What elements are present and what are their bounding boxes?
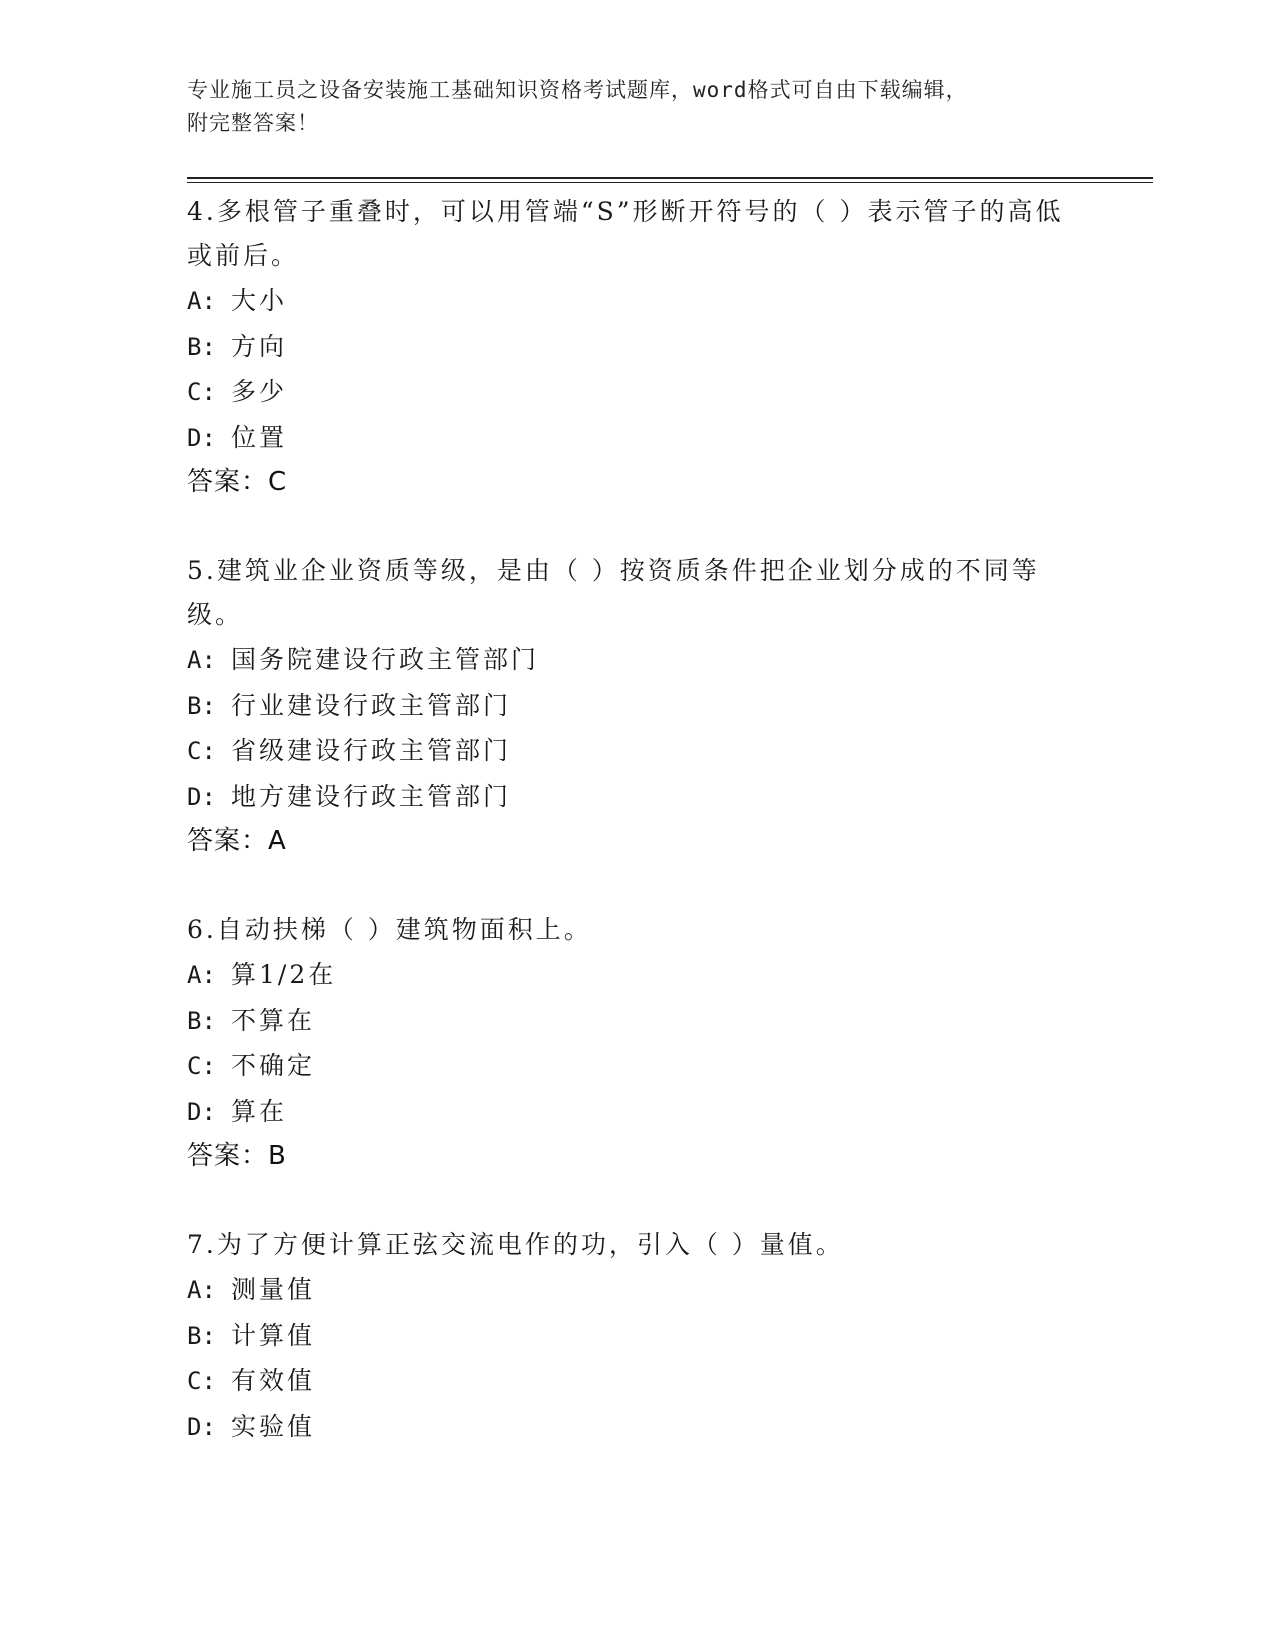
option-letter: B: [187, 1006, 216, 1035]
option-text: 算在 [231, 1096, 288, 1126]
option-letter: D: [187, 1412, 216, 1441]
option-text: 行业建设行政主管部门 [231, 690, 512, 720]
option-a [187, 1267, 1087, 1313]
question-stem: 6.自动扶梯（ ）建筑物面积上。 [187, 915, 592, 944]
answer-line: 答案：C [187, 467, 288, 497]
option-letter: C: [187, 1367, 216, 1395]
option-c [187, 1043, 1087, 1089]
option-letter: A: [187, 1276, 216, 1304]
option-text: 国务院建设行政主管部门 [231, 645, 540, 674]
option-d [187, 1089, 1087, 1135]
question-7 [187, 1223, 1087, 1449]
option-text: 实验值 [231, 1411, 316, 1441]
question-6 [187, 908, 1087, 1179]
option-a [187, 952, 1087, 998]
option-letter: A: [187, 646, 216, 674]
option-letter: B: [187, 332, 216, 361]
question-stem: 5.建筑业企业资质等级，是由（ ）按资质条件把企业划分成的不同等级。 [187, 556, 1040, 629]
document-header [187, 74, 1087, 140]
option-letter: C: [187, 378, 216, 406]
option-c [187, 1358, 1087, 1404]
option-letter: D: [187, 782, 216, 811]
option-text: 地方建设行政主管部门 [231, 781, 512, 811]
option-d [187, 1404, 1087, 1450]
option-a [187, 278, 1087, 324]
question-stem: 4.多根管子重叠时，可以用管端“S”形断开符号的（ ）表示管子的高低或前后。 [187, 197, 1064, 270]
option-letter: D: [187, 1097, 216, 1126]
question-5 [187, 549, 1087, 864]
question-stem: 7.为了方便计算正弦交流电作的功，引入（ ）量值。 [187, 1230, 844, 1259]
option-letter: C: [187, 1052, 216, 1080]
option-text: 算1/2在 [231, 960, 337, 989]
option-c [187, 369, 1087, 415]
option-letter: D: [187, 423, 216, 452]
option-c [187, 728, 1087, 774]
header-divider-thin [187, 182, 1153, 183]
option-b [187, 324, 1087, 370]
option-text: 有效值 [231, 1366, 316, 1395]
question-4 [187, 190, 1087, 505]
question-list [187, 190, 1087, 1493]
option-text: 位置 [231, 422, 288, 452]
answer-line: 答案：B [187, 1141, 287, 1171]
option-d [187, 415, 1087, 461]
option-text: 计算值 [231, 1320, 316, 1350]
header-divider-thick [187, 177, 1153, 179]
option-a [187, 637, 1087, 683]
option-letter: B: [187, 1321, 216, 1350]
option-letter: A: [187, 961, 216, 989]
option-text: 大小 [231, 286, 288, 315]
option-text: 省级建设行政主管部门 [231, 736, 512, 765]
option-letter: B: [187, 691, 216, 720]
option-text: 测量值 [231, 1275, 316, 1304]
option-b [187, 998, 1087, 1044]
option-text: 方向 [231, 331, 288, 361]
option-text: 不确定 [231, 1051, 316, 1080]
option-text: 多少 [231, 377, 288, 406]
answer-line: 答案：A [187, 826, 287, 856]
option-letter: A: [187, 287, 216, 315]
option-b [187, 683, 1087, 729]
option-letter: C: [187, 737, 216, 765]
header-line-1: 专业施工员之设备安装施工基础知识资格考试题库，word格式可自由下载编辑， [187, 78, 968, 102]
option-d [187, 774, 1087, 820]
option-text: 不算在 [231, 1005, 316, 1035]
header-line-2: 附完整答案！ [187, 111, 319, 135]
option-b [187, 1313, 1087, 1359]
